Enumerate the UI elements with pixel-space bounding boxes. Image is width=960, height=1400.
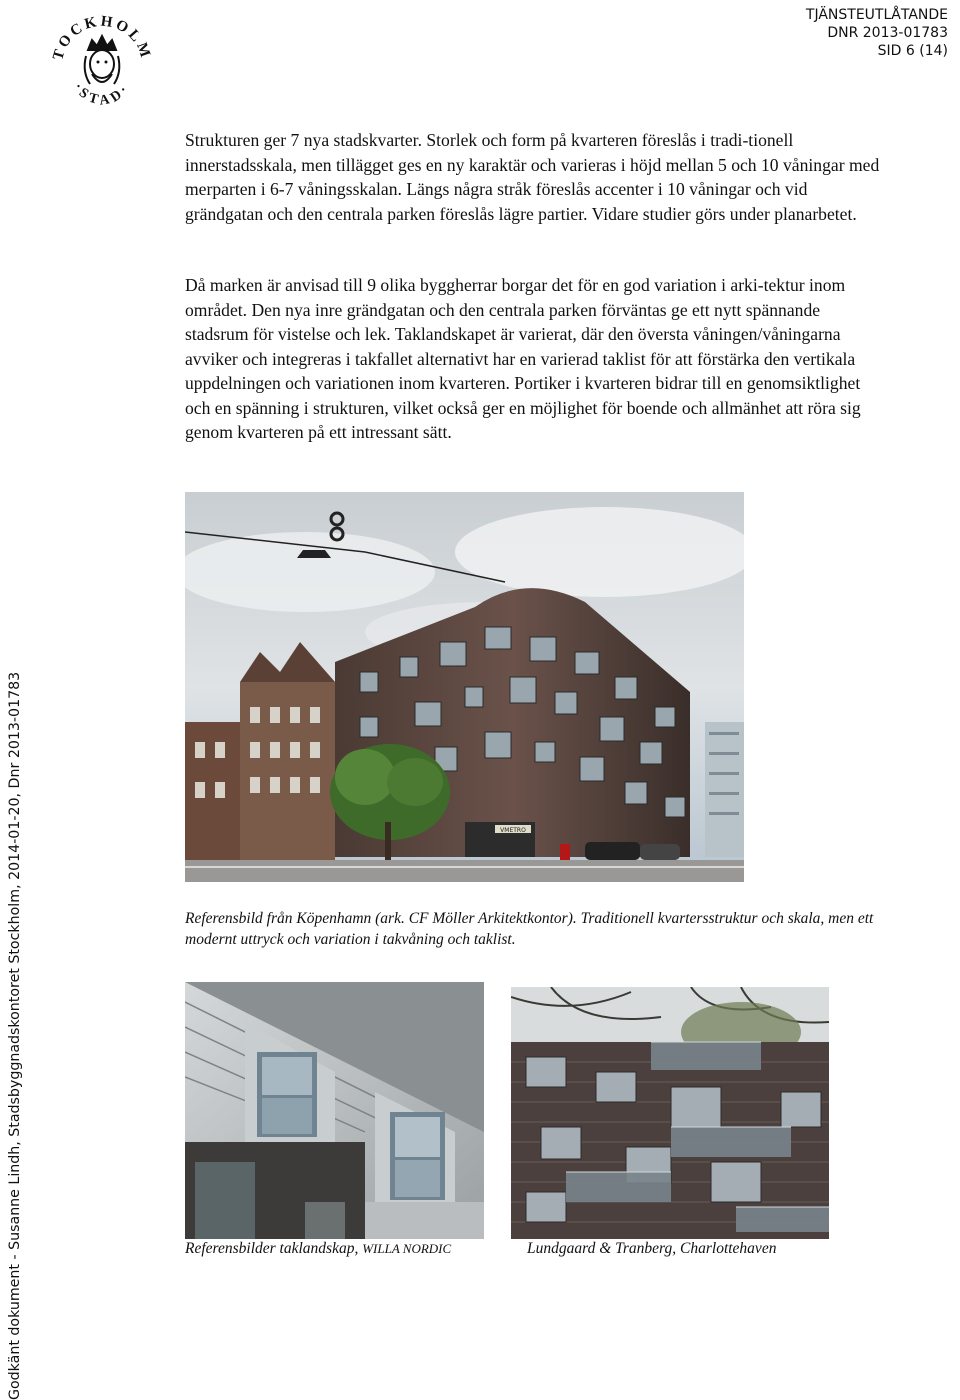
document-type: TJÄNSTEUTLÅTANDE	[805, 7, 948, 23]
reference-photo-copenhagen	[185, 492, 744, 882]
reference-photo-charlottehaven	[511, 987, 829, 1239]
stockholm-stad-logo	[48, 10, 156, 118]
caption-roofscape-credit: WILLA NORDIC	[362, 1241, 452, 1256]
caption-charlottehaven: Lundgaard & Tranberg, Charlottehaven	[527, 1240, 777, 1257]
caption-roofscape	[185, 1238, 451, 1259]
caption-roofscape-text: Referensbilder taklandskap,	[185, 1240, 359, 1257]
document-number: DNR 2013-01783	[827, 25, 948, 41]
reference-photo-roofscape	[185, 982, 484, 1239]
body-paragraph-2: Då marken är anvisad till 9 olika byggherrar borgar det för en god variation i arki-tektur inom området. Den nya inre grändgatan och den centrala parken förväntas ge ett nytt spännande stadsrum för vistelse och lek. Taklandskapet är varierat, där den översta våningen/våningarna avviker och integreras i takfallet alternativt har en varierad taklist för att förstärka den vertikala uppdelningen och variationen inom kvarteren. Portiker i kvarteren bidrar till en genomsiktlighet och en spänning i strukturen, vilket också ger en möjlighet för boende och allmänhet att röra sig genom kvarteren på ett intressant sätt.	[185, 275, 861, 442]
approval-stamp-vertical: Godkänt dokument - Susanne Lindh, Stadsbyggnadskontoret Stockholm, 2014-01-20, Dnr 2013-01783	[7, 671, 23, 1400]
document-meta	[806, 6, 948, 60]
page-number: SID 6 (14)	[877, 43, 948, 59]
svg-text:·STAD·: ·STAD·	[70, 80, 134, 109]
svg-text:STOCKHOLMS: TOCKHOLM	[50, 13, 154, 63]
caption-copenhagen: Referensbild från Köpenhamn (ark. CF Möller Arkitektkontor). Traditionell kvartersstruktur och skala, men ett modernt uttryck och variation i takvåning och taklist.	[185, 910, 874, 948]
body-paragraph-1: Strukturen ger 7 nya stadskvarter. Storlek och form på kvarteren föreslås i tradi-tionell innerstadsskala, men tillägget ges en ny karaktär och varieras i höjd mellan 5 och 10 våningar med merparten i 6-7 våningsskalan. Längs några stråk föreslås accenter i 10 våningar och vid grändgatan och den centrala parken föreslås lägre partier. Vidare studier görs under planarbetet.	[185, 130, 880, 224]
shop-sign: VMETRO	[500, 827, 526, 834]
